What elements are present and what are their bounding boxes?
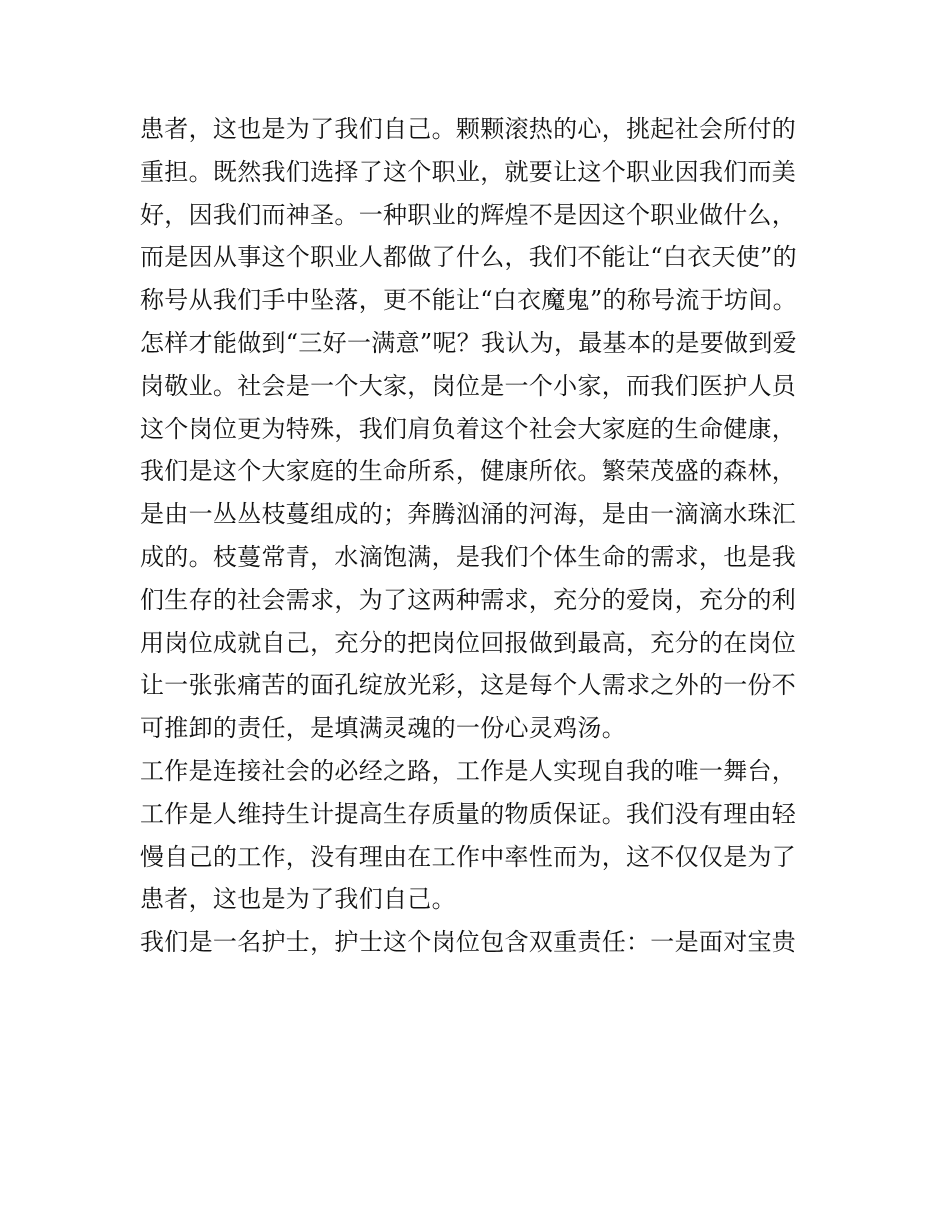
text-line: 这个岗位更为特殊，我们肩负着这个社会大家庭的生命健康， — [140, 414, 797, 443]
text-line: 我们是这个大家庭的生命所系，健康所依。繁荣茂盛的森林， — [140, 457, 797, 486]
text-line: 慢自己的工作，没有理由在工作中率性而为，这不仅仅是为了 — [140, 842, 797, 871]
text-line: 好，因我们而神圣。一种职业的辉煌不是因这个职业做什么， — [140, 200, 797, 229]
text-line: 称号从我们手中坠落，更不能让“白衣魔鬼”的称号流于坊间。 — [140, 286, 797, 315]
text-line: 可推卸的责任，是填满灵魂的一份心灵鸡汤。 — [140, 714, 626, 743]
body-text — [140, 108, 820, 964]
text-line: 工作是人维持生计提高生存质量的物质保证。我们没有理由轻 — [140, 799, 797, 828]
text-line: 是由一丛丛枝蔓组成的；奔腾汹涌的河海，是由一滴滴水珠汇 — [140, 500, 797, 529]
text-line: 用岗位成就自己，充分的把岗位回报做到最高，充分的在岗位 — [140, 628, 797, 657]
text-line: 患者，这也是为了我们自己。颗颗滚热的心，挑起社会所付的 — [140, 115, 797, 143]
text-line: 患者，这也是为了我们自己。 — [140, 885, 456, 914]
text-line: 重担。既然我们选择了这个职业，就要让这个职业因我们而美 — [140, 157, 797, 186]
text-line: 怎样才能做到“三好一满意”呢？我认为，最基本的是要做到爱 — [140, 328, 797, 357]
text-line: 成的。枝蔓常青，水滴饱满，是我们个体生命的需求，也是我 — [140, 542, 797, 571]
text-line: 们生存的社会需求，为了这两种需求，充分的爱岗，充分的利 — [140, 585, 797, 614]
text-line: 而是因从事这个职业人都做了什么，我们不能让“白衣天使”的 — [140, 243, 797, 272]
text-line: 让一张张痛苦的面孔绽放光彩，这是每个人需求之外的一份不 — [140, 671, 797, 700]
text-line: 我们是一名护士，护士这个岗位包含双重责任：一是面对宝贵 — [140, 928, 797, 957]
text-line: 工作是连接社会的必经之路，工作是人实现自我的唯一舞台， — [140, 756, 797, 785]
text-line: 岗敬业。社会是一个大家，岗位是一个小家，而我们医护人员 — [140, 371, 797, 400]
